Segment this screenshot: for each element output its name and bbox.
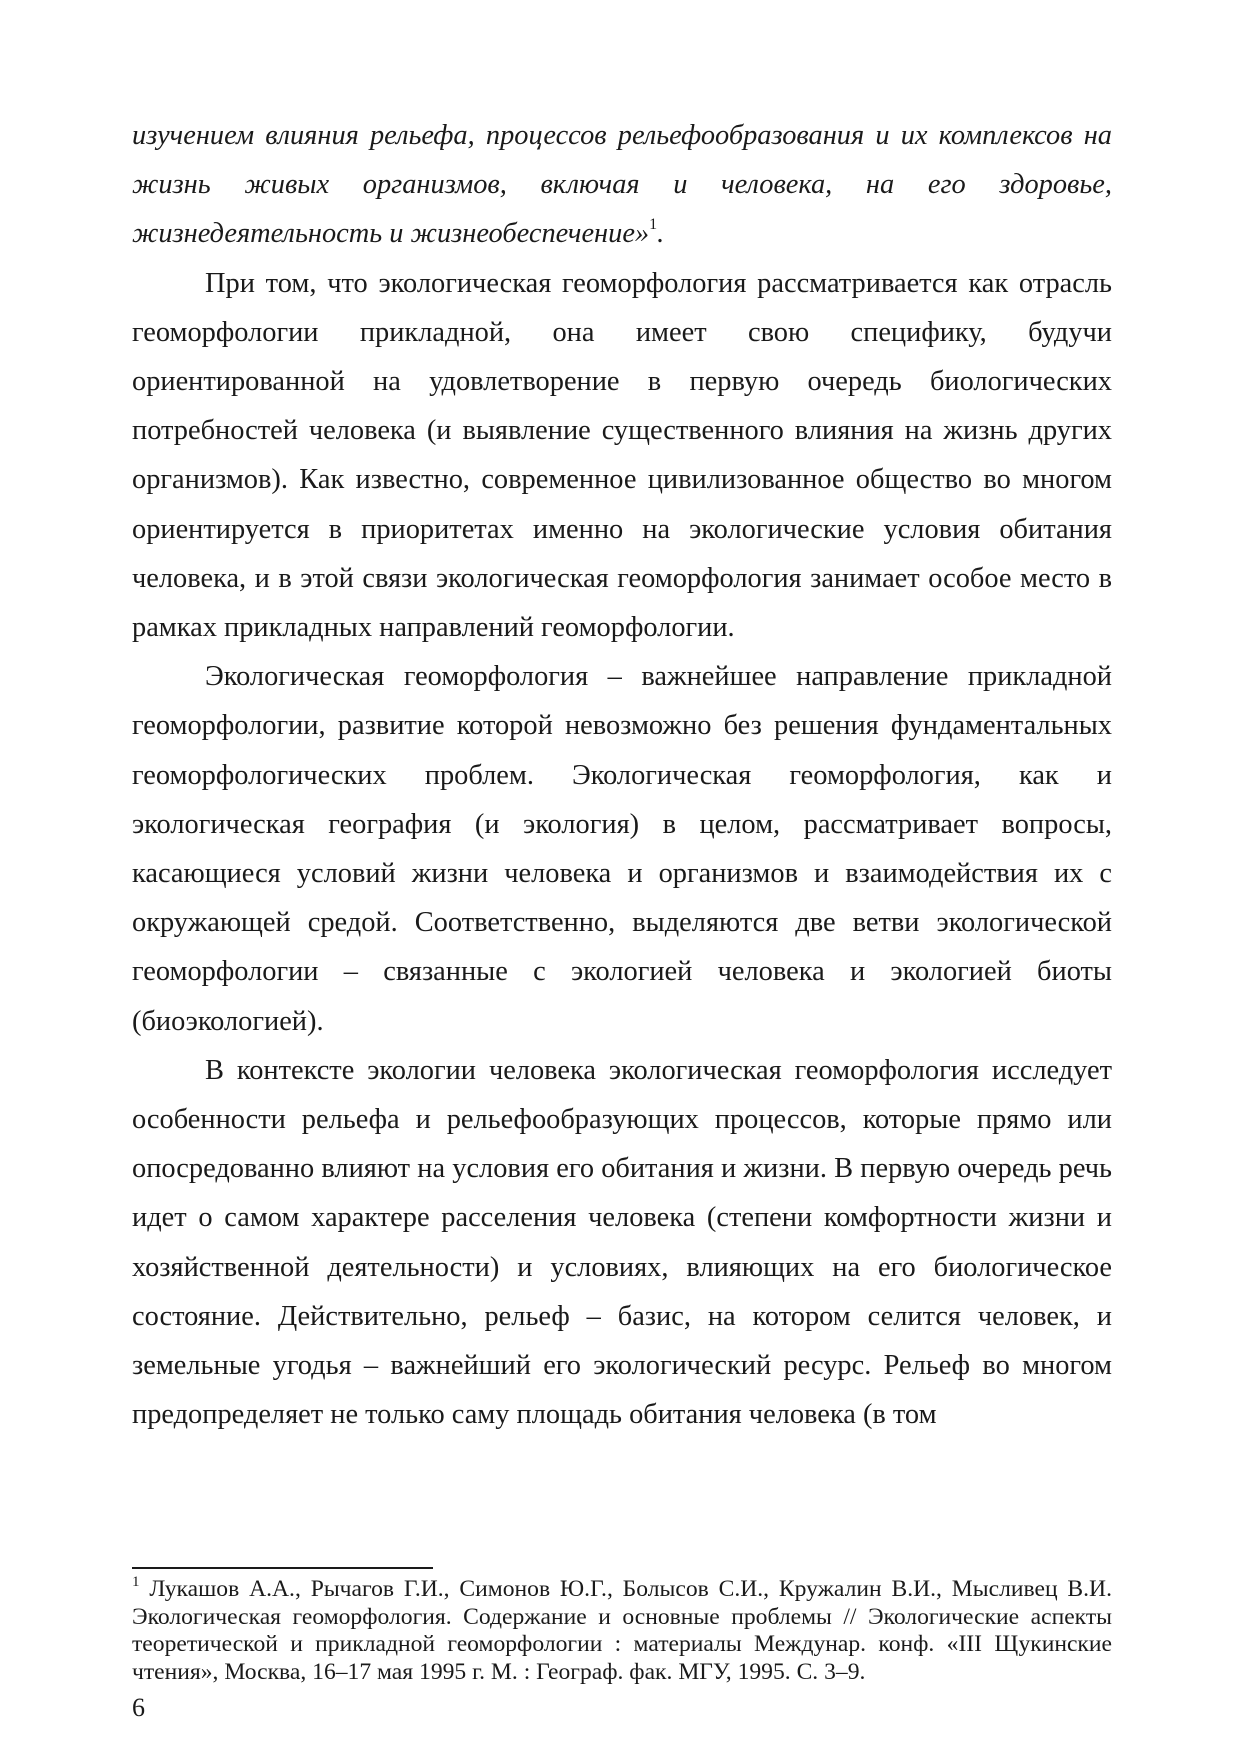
- page-number: 6: [132, 1693, 145, 1722]
- footnote-text: Лукашов А.А., Рычагов Г.И., Симонов Ю.Г., Болысов С.И., Кружалин В.И., Мысливец В.И. Экологическая геоморфология. Содержание и основные проблемы // Экологические аспекты теоретической и прикладной геоморфологии : материалы Междунар. конф. «III Щукинские чтения», Москва, 16–17 мая 1995 г. М. : Географ. фак. МГУ, 1995. С. 3–9.: [132, 1576, 1112, 1685]
- paragraph-quote-continuation: [132, 111, 1112, 259]
- paragraph-text: изучением влияния рельефа, процессов рельефообразования и их комплексов на жизнь живых организмов, включая и человека, на его здоровье, жизнедеятельность и жизнеобеспечение»: [132, 120, 1112, 250]
- body-text: [132, 111, 1112, 1439]
- paragraph: В контексте экологии человека экологическая геоморфология исследует особенности рельефа и рельефообразующих процессов, которые прямо или опосредованно влияют на условия его обитания и жизни. В первую очередь речь идет о самом характере расселения человека (степени комфортности жизни и хозяйственной деятельности) и условиях, влияющих на его биологическое состояние. Действительно, рельеф – базис, на котором селится человек, и земельные угодья – важнейший его экологический ресурс. Рельеф во многом предопределяет не только саму площадь обитания человека (в том: [132, 1054, 1112, 1431]
- footnote-reference: 1: [649, 216, 658, 234]
- footnote-number: 1: [132, 1574, 140, 1590]
- paragraph-trailing-punctuation: .: [657, 218, 665, 250]
- paragraph: При том, что экологическая геоморфология рассматривается как отрасль геоморфологии прикладной, она имеет свою специфику, будучи ориентированной на удовлетворение в первую очередь биологических потребностей человека (и выявление существенного влияния на жизнь других организмов). Как известно, современное цивилизованное общество во многом ориентируется в приоритетах именно на экологические условия обитания человека, и в этой связи экологическая геоморфология занимает особое место в рамках прикладных направлений геоморфологии.: [132, 267, 1112, 644]
- footnote: [132, 1576, 1112, 1686]
- footnote-separator: [132, 1567, 433, 1569]
- paragraph: Экологическая геоморфология – важнейшее направление прикладной геоморфологии, развитие которой невозможно без решения фундаментальных геоморфологических проблем. Экологическая геоморфология, как и экологическая география (и экология) в целом, рассматривает вопросы, касающиеся условий жизни человека и организмов и взаимодействия их с окружающей средой. Соответственно, выделяются две ветви экологической геоморфологии – связанные с экологией человека и экологией биоты (биоэкологией).: [132, 661, 1112, 1037]
- page-content: [132, 111, 1112, 1439]
